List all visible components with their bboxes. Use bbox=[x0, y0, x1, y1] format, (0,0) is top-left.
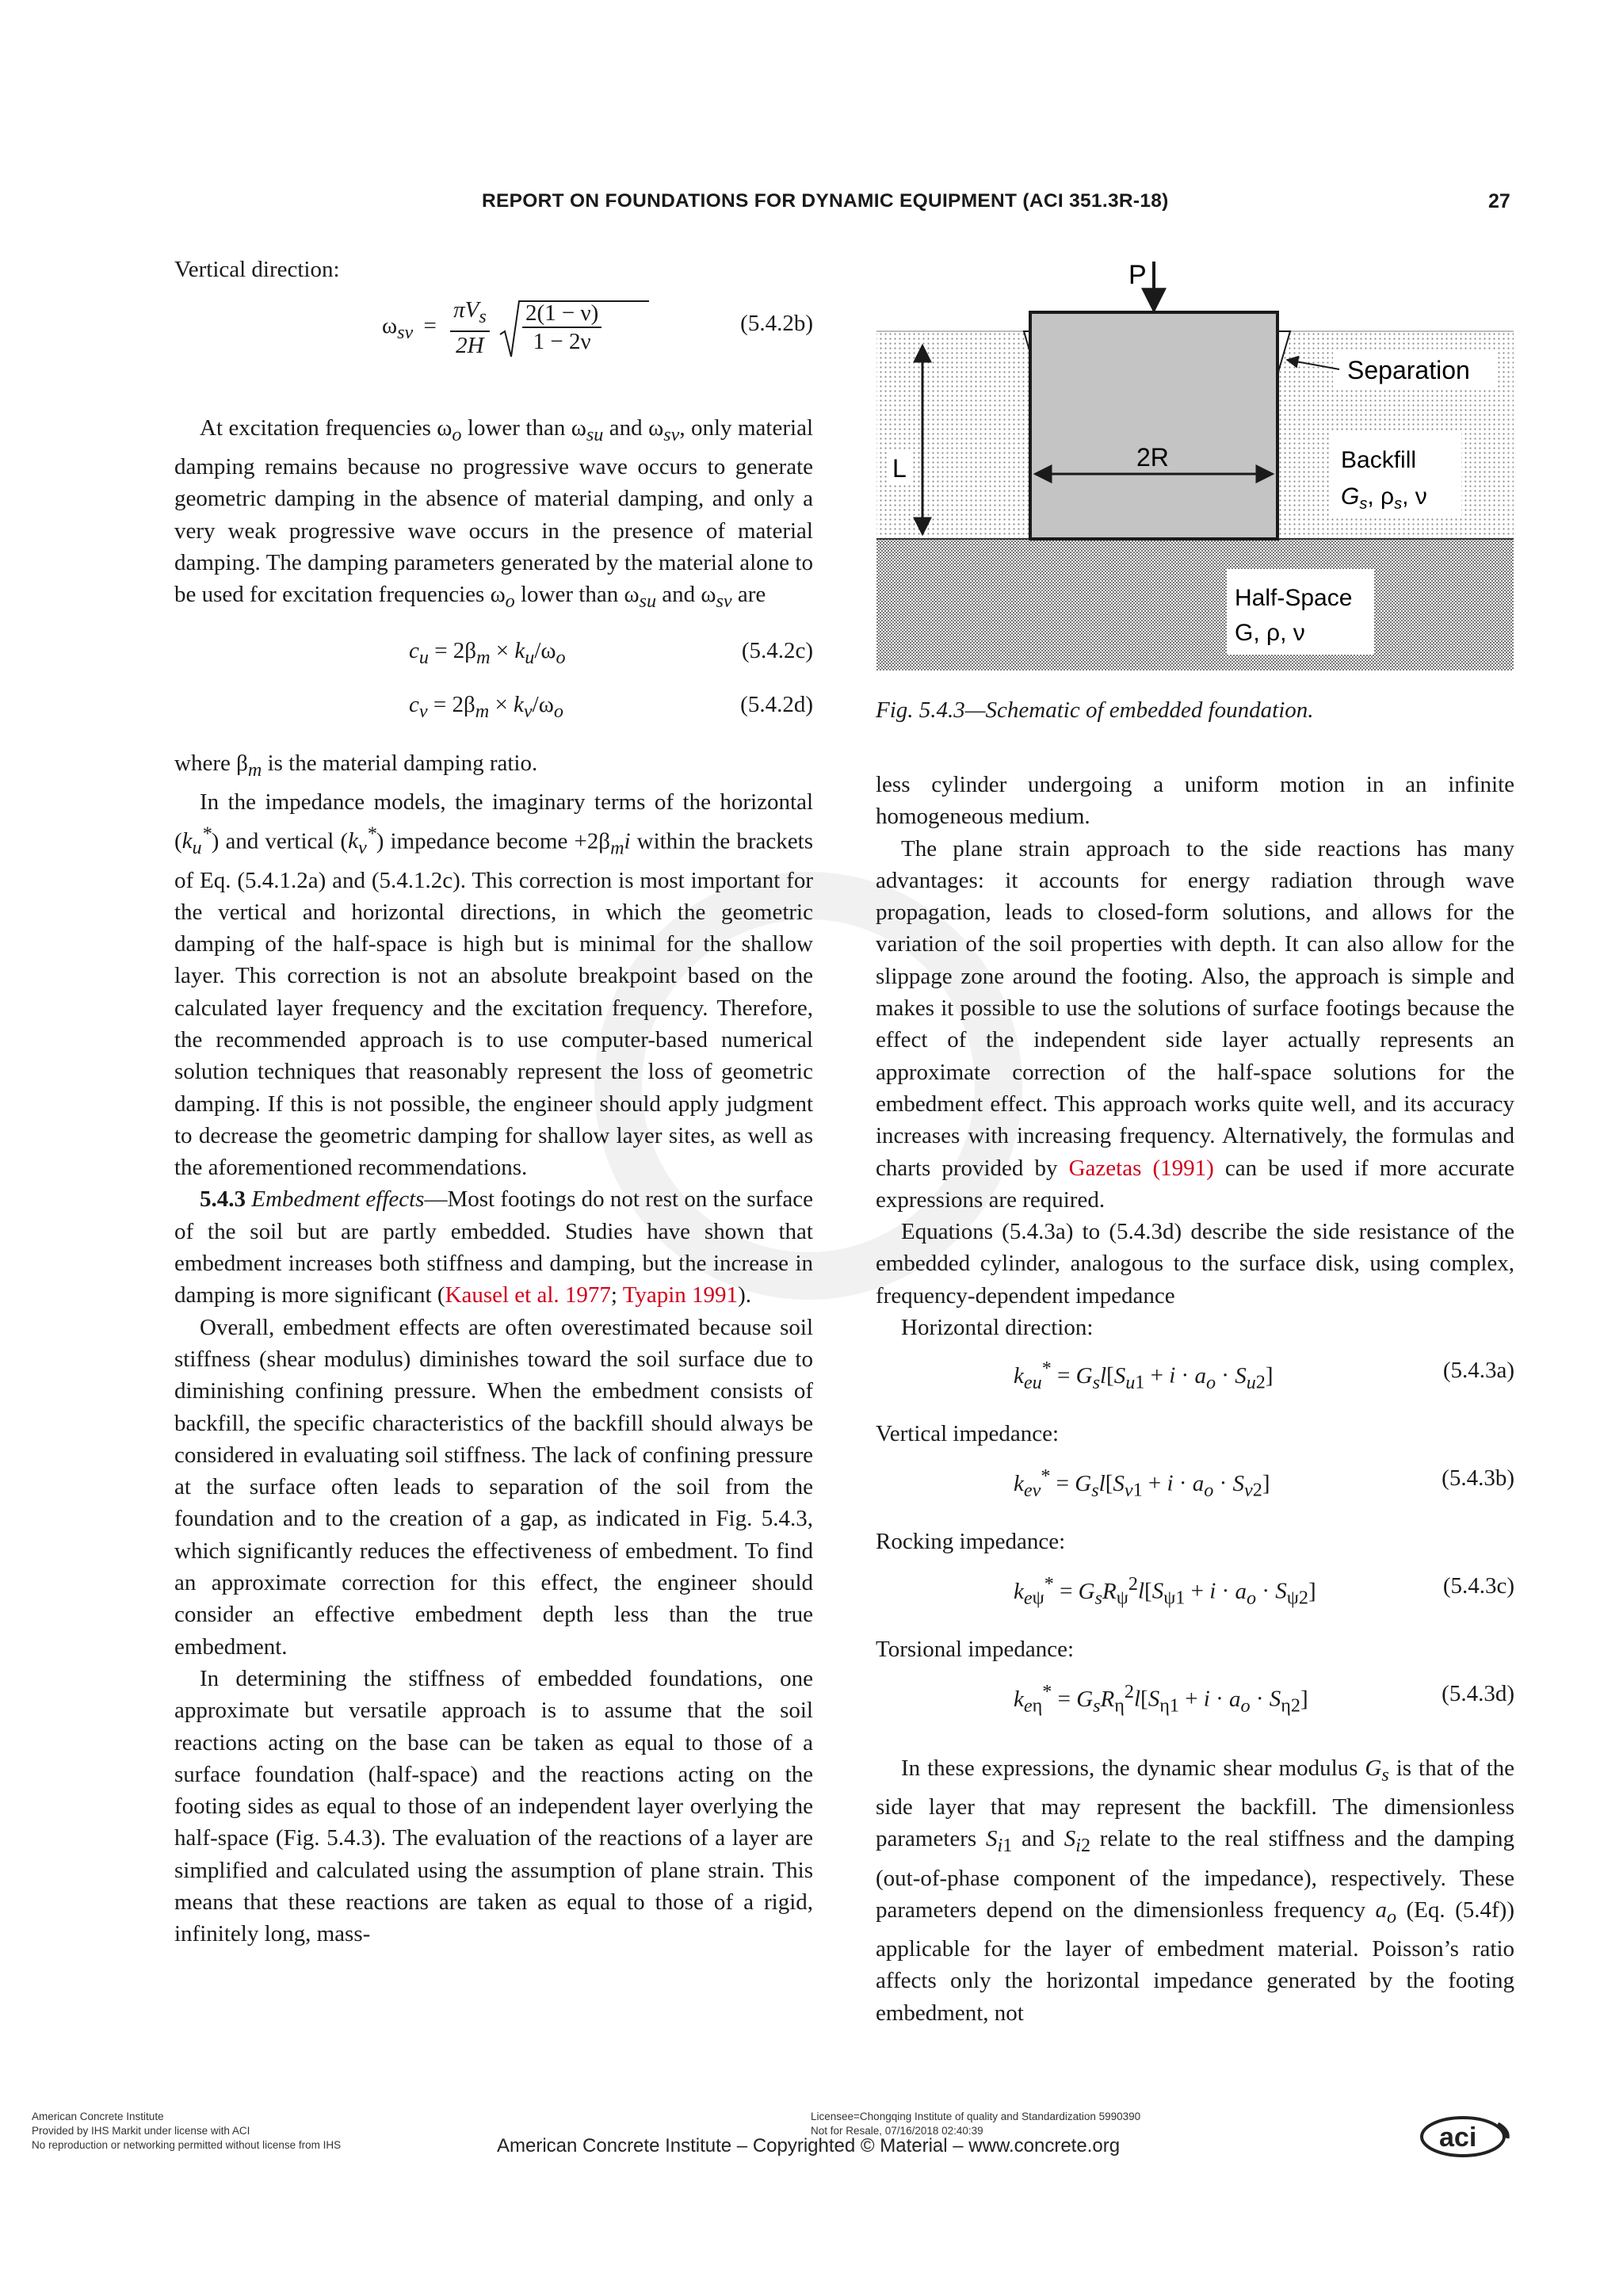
aci-logo-icon bbox=[1419, 2115, 1512, 2159]
equation-number: (5.4.3c) bbox=[1442, 1573, 1514, 1599]
equation-5-4-2b: $\omega_{sv}$ = $\frac{\pi V_s}{2H}$ $\frac{2(1 - \nu)}{1 - 2\nu}$ (5.4.2b) bbox=[382, 297, 813, 358]
citation-gazetas-link[interactable]: Gazetas (1991) bbox=[1068, 1155, 1214, 1181]
equation-5-4-3b: $k_{ev}^* = G_sl[S_{v1} + i \cdot a_o \cdot S_{v2}]$ (5.4.3b) bbox=[1014, 1465, 1514, 1501]
right-column bbox=[876, 769, 1514, 2029]
equation-5-4-2c: $c_u = 2\beta_m \times k_u/\omega_o$ (5.4.2c) bbox=[409, 638, 813, 669]
left-column bbox=[174, 254, 813, 1950]
paragraph-plane-strain: The plane strain approach to the side reactions has many advantages: it accounts for energy radiation through wave propagation, leads to closed-form solutions, and allows for the variation of the soil properties with depth. It can also allow for the slippage zone around the footing. Also, the approach is simple and makes it possible to use the solutions of surface footings because the effect of the independent side layer actually represents an approximate correction of the half-space solutions for the embedment effect. This approach works quite well, and its accuracy increases with increasing frequency. Alternatively, the formulas and charts provided by Gazetas (1991) can be used if more accurate expressions are required. bbox=[876, 835, 1514, 1213]
equation-number: (5.4.3d) bbox=[1442, 1681, 1514, 1707]
aci-logo-text: aci bbox=[1439, 2122, 1477, 2153]
footer-copyright: American Concrete Institute – Copyrighted © Material – www.concrete.org bbox=[497, 2135, 1121, 2157]
footer-license-notice: American Concrete Institute Provided by IHS Markit under license with ACI No reproduction or networking permitted without license from IHS bbox=[32, 2111, 342, 2151]
equation-5-4-3c: $k_{e\psi}^* = G_sR_\psi^2l[S_{\psi 1} + i \cdot a_o \cdot S_{\psi 2}]$ (5.4.3c) bbox=[1014, 1573, 1514, 1609]
paragraph-determining-stiffness: In determining the stiffness of embedded foundations, one approximate but versatile approach is to assume that the soil reactions acting on the base can be taken as equal to those of a surface foundation (half-space) and the reactions acting on the footing sides as equal to those of an independent layer overlying the half-space (Fig. 5.4.3). The evaluation of the reactions of a layer are simplified and calculated using the assumption of plane strain. This means that these reactions are taken as equal to those of a rigid, infinitely long, mass- bbox=[174, 1665, 813, 1947]
equation-5-4-2d: $c_v = 2\beta_m \times k_v/\omega_o$ (5.4.2d) bbox=[409, 692, 813, 723]
embedded-foundation-figure bbox=[875, 252, 1515, 670]
equation-5-4-3d: $k_{e\eta}^* = G_sR_\eta^2l[S_{\eta 1} + i \cdot a_o \cdot S_{\eta 2}]$ (5.4.3d) bbox=[1014, 1681, 1514, 1717]
page-header bbox=[0, 190, 1623, 222]
torsional-impedance-label: Torsional impedance: bbox=[876, 1637, 1075, 1663]
width-label: 2R bbox=[1136, 443, 1169, 472]
eq-lhs: $\omega_{sv}$ bbox=[382, 313, 414, 343]
section-number: 5.4.3 bbox=[200, 1186, 246, 1213]
paragraph-overall-embedment: Overall, embedment effects are often overestimated because soil stiffness (shear modulus) diminishes toward the soil surface due to diminishing confining pressure. When the embedment consists of backfill, the specific characteristics of the backfill should always be considered in evaluating soil stiffness. The lack of confining pressure at the surface often leads to separation of the soil from the foundation and to the creation of a gap, as indicated in Fig. 5.4.3, which significantly reduces the effectiveness of embedment. To find an approximate correction for this effect, the engineer should consider an effective embedment depth less than the true embedment. bbox=[174, 1314, 813, 1660]
equation-number: (5.4.2d) bbox=[740, 692, 813, 718]
paragraph-beta-definition: where $\beta_m$ is the material damping ratio. bbox=[174, 751, 538, 781]
equation-number: (5.4.3b) bbox=[1442, 1465, 1514, 1492]
citation-tyapin-link[interactable]: Tyapin 1991 bbox=[622, 1282, 739, 1308]
section-title: Embedment effects bbox=[251, 1186, 425, 1213]
vertical-direction-label: Vertical direction: bbox=[174, 257, 340, 282]
vertical-impedance-label: Vertical impedance: bbox=[876, 1421, 1060, 1447]
depth-label: L bbox=[892, 454, 907, 483]
page-footer bbox=[0, 2110, 1623, 2173]
equation-number: (5.4.3a) bbox=[1442, 1358, 1514, 1384]
equation-number: (5.4.2c) bbox=[741, 638, 813, 664]
page-number: 27 bbox=[1488, 190, 1510, 212]
footing-block bbox=[1030, 312, 1277, 539]
paragraph-continued: less cylinder undergoing a uniform motion in an infinite homogeneous medium. bbox=[876, 772, 1514, 830]
backfill-properties: $G_s$, $\rho_s$, ν bbox=[1341, 483, 1427, 513]
backfill-label: Backfill bbox=[1341, 447, 1417, 473]
paragraph-impedance-models: In the impedance models, the imaginary terms of the horizontal $(k_u^*)$ and vertical $(k_v^*)$ impedance become $+2\beta_mi$ within the brackets of Eq. (5.4.1.2a) and (5.4.1.2c). This correction is most important for the vertical and horizontal directions, in which the geometric damping of the half-space is high but is minimal for the shallow layer. This correction is not an absolute breakpoint based on the calculated layer frequency and the excitation frequency. Therefore, the recommended approach is to use computer-based numerical solution techniques that reasonably represent the loss of geometric damping. If this is not possible, the engineer should apply judgment to decrease the geometric damping for shallow layer sites, as well as the aforementioned recommendations. bbox=[174, 789, 813, 1181]
section-5-4-3-paragraph: 5.4.3 Embedment effects—Most footings do not rest on the surface of the soil but are partly embedded. Studies have shown that embedment increases both stiffness and damping, but the increase in damping is more significant (Kausel et al. 1977; Tyapin 1991). bbox=[174, 1186, 813, 1308]
paragraph-equations-intro: Equations (5.4.3a) to (5.4.3d) describe the side resistance of the embedded cylinder, analogous to the surface disk, using complex, frequency-dependent impedance bbox=[876, 1219, 1514, 1308]
separation-label: Separation bbox=[1347, 356, 1470, 384]
footer-licensee: Licensee=Chongqing Institute of quality and Standardization 5990390 Not for Resale, 07/16/2018 02:40:39 bbox=[811, 2111, 1141, 2137]
paragraph-damping-low-freq: At excitation frequencies $\omega_o$ lower than $\omega_{su}$ and $\omega_{sv}$, only material damping remains because no progressive wave occurs to generate geometric damping in the absence of material damping, and only a very weak progressive wave occurs in the presence of material damping. The damping parameters generated by the material alone to be used for excitation frequencies $\omega_o$ lower than $\omega_{su}$ and $\omega_{sv}$ are bbox=[174, 415, 814, 613]
equation-number: (5.4.2b) bbox=[740, 311, 813, 336]
load-label: P bbox=[1128, 260, 1147, 290]
eq-sqrt: $\frac{2(1 - \nu)}{1 - 2\nu}$ bbox=[498, 300, 605, 355]
half-space-layer bbox=[876, 539, 1514, 670]
horizontal-direction-label: Horizontal direction: bbox=[901, 1315, 1094, 1341]
citation-kausel-link[interactable]: Kausel et al. 1977 bbox=[445, 1282, 611, 1308]
eq-fraction: $\frac{\pi V_s}{2H}$ bbox=[450, 296, 490, 359]
figure-caption: Fig. 5.4.3—Schematic of embedded foundation. bbox=[876, 697, 1314, 723]
paragraph-expressions: In these expressions, the dynamic shear modulus $G_s$ is that of the side layer that may represent the backfill. The dimensionless parameters $S_{i1}$ and $S_{i2}$ relate to the real stiffness and the damping (out-of-phase component of the impedance), respectively. These parameters depend on the dimensionless frequency $a_o$ (Eq. (5.4f)) applicable for the layer of embedment material. Poisson’s ratio affects only the horizontal impedance generated by the footing embedment, not bbox=[876, 1755, 1515, 2026]
half-space-label: Half-Space bbox=[1235, 585, 1353, 611]
equation-5-4-3a: $k_{eu}^* = G_sl[S_{u1} + i \cdot a_o \cdot S_{u2}]$ (5.4.3a) bbox=[1014, 1358, 1514, 1393]
rocking-impedance-label: Rocking impedance: bbox=[876, 1529, 1066, 1555]
running-title: REPORT ON FOUNDATIONS FOR DYNAMIC EQUIPMENT (ACI 351.3R-18) bbox=[482, 190, 1169, 212]
half-space-properties: G, ρ, ν bbox=[1235, 620, 1305, 646]
